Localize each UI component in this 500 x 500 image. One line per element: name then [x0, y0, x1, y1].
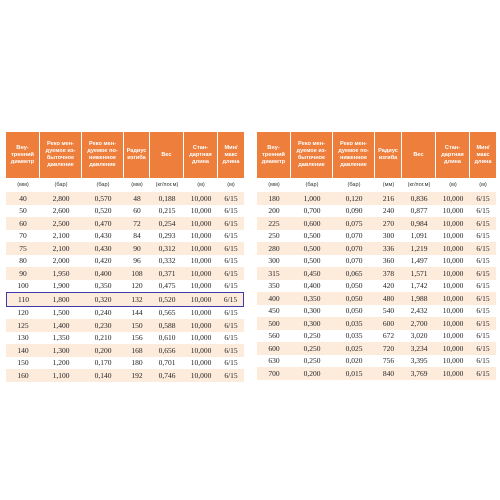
table-cell: 0,300: [291, 305, 333, 318]
table-row: [6, 255, 244, 268]
table-cell: 10,000: [184, 217, 218, 230]
table-cell: 0,500: [291, 242, 333, 255]
unit-cell: (бар): [291, 178, 333, 192]
unit-cell: (бар): [40, 178, 82, 192]
table-cell: 300: [257, 255, 291, 268]
table-cell: 1,300: [40, 344, 82, 357]
column-header: Реко мен-дуемое из-быточное давление: [291, 132, 333, 178]
table-cell: 108: [124, 267, 150, 280]
table-cell: 1,497: [402, 255, 436, 268]
table-cell: 3,395: [402, 355, 436, 368]
table-cell: 400: [257, 292, 291, 305]
table-cell: 0,065: [333, 267, 375, 280]
table-cell: 1,800: [40, 292, 82, 307]
table-cell: 10,000: [184, 230, 218, 243]
table-cell: 0,170: [82, 357, 124, 370]
table-cell: 6/15: [470, 230, 496, 243]
table-cell: 0,332: [150, 255, 184, 268]
table-cell: 480: [375, 292, 402, 305]
table-cell: 10,000: [436, 342, 470, 355]
table-cell: 756: [375, 355, 402, 368]
table-row: [257, 192, 496, 205]
table-cell: 40: [6, 192, 40, 205]
table-cell: 2,700: [402, 317, 436, 330]
table-cell: 0,035: [333, 317, 375, 330]
table-cell: 0,200: [82, 344, 124, 357]
table-cell: 100: [6, 280, 40, 293]
table-cell: 0,475: [150, 280, 184, 293]
table-cell: 0,293: [150, 230, 184, 243]
table-cell: 240: [375, 205, 402, 218]
table-row: [257, 255, 496, 268]
table-cell: 560: [257, 330, 291, 343]
table-cell: 0,025: [333, 342, 375, 355]
table-cell: 6/15: [218, 255, 244, 268]
table-row: [257, 305, 496, 318]
table-cell: 1,571: [402, 267, 436, 280]
table-cell: 192: [124, 369, 150, 382]
table-cell: 0,020: [333, 355, 375, 368]
table-cell: 0,035: [333, 330, 375, 343]
units-row: [6, 178, 244, 192]
table-cell: 0,836: [402, 192, 436, 205]
table-cell: 75: [6, 242, 40, 255]
table-cell: 10,000: [184, 242, 218, 255]
table-cell: 450: [257, 305, 291, 318]
table-cell: 0,050: [333, 292, 375, 305]
table-cell: 130: [6, 332, 40, 345]
column-header: Радиус изгиба: [375, 132, 402, 178]
table-row: [6, 192, 244, 205]
table-cell: 6/15: [218, 369, 244, 382]
table-cell: 180: [257, 192, 291, 205]
table-cell: 1,988: [402, 292, 436, 305]
table-cell: 500: [257, 317, 291, 330]
table-cell: 600: [375, 317, 402, 330]
table-cell: 0,600: [291, 217, 333, 230]
table-cell: 6/15: [218, 344, 244, 357]
table-row: [257, 230, 496, 243]
table-cell: 0,700: [291, 205, 333, 218]
table-cell: 10,000: [436, 192, 470, 205]
table-row: [6, 357, 244, 370]
table-cell: 216: [375, 192, 402, 205]
table-row: [6, 205, 244, 218]
table-cell: 1,900: [40, 280, 82, 293]
table-cell: 6/15: [218, 205, 244, 218]
table-cell: 0,610: [150, 332, 184, 345]
table-cell: 10,000: [436, 280, 470, 293]
table-cell: 6/15: [218, 332, 244, 345]
table-cell: 0,430: [82, 230, 124, 243]
table-cell: 225: [257, 217, 291, 230]
column-header: Мин/ макс длина: [470, 132, 496, 178]
column-header: Вну-тренний диаметр: [257, 132, 291, 178]
table-cell: 6/15: [218, 217, 244, 230]
table-cell: 0,500: [291, 255, 333, 268]
unit-cell: (мм): [124, 178, 150, 192]
table-cell: 10,000: [184, 332, 218, 345]
table-row: [257, 342, 496, 355]
column-header: Реко мен-дуемое по-ниженное давление: [82, 132, 124, 178]
table-row: [6, 369, 244, 382]
table-cell: 0,320: [82, 292, 124, 307]
table-cell: 70: [6, 230, 40, 243]
table-cell: 6/15: [470, 205, 496, 218]
units-row: [257, 178, 496, 192]
column-header: Реко мен-дуемое по-ниженное давление: [333, 132, 375, 178]
table-cell: 700: [257, 367, 291, 380]
table-row: [257, 317, 496, 330]
table-cell: 6/15: [218, 267, 244, 280]
unit-cell: (кг/пог.м): [150, 178, 184, 192]
table-cell: 0,300: [291, 317, 333, 330]
table-cell: 6/15: [470, 305, 496, 318]
table-cell: 10,000: [436, 217, 470, 230]
table-cell: 6/15: [218, 242, 244, 255]
table-cell: 0,877: [402, 205, 436, 218]
table-cell: 0,984: [402, 217, 436, 230]
table-cell: 10,000: [184, 280, 218, 293]
table-row: [6, 319, 244, 332]
table-row: [6, 267, 244, 280]
unit-cell: (м): [184, 178, 218, 192]
table-cell: 0,015: [333, 367, 375, 380]
table-cell: 0,746: [150, 369, 184, 382]
table-cell: 10,000: [436, 205, 470, 218]
table-row: [257, 292, 496, 305]
table-cell: 6/15: [470, 192, 496, 205]
table-cell: 10,000: [436, 267, 470, 280]
table-cell: 10,000: [436, 230, 470, 243]
table-row: [6, 344, 244, 357]
table-cell: 10,000: [436, 242, 470, 255]
table-cell: 10,000: [436, 355, 470, 368]
table-cell: 200: [257, 205, 291, 218]
table-cell: 0,254: [150, 217, 184, 230]
table-cell: 6/15: [470, 355, 496, 368]
table-cell: 720: [375, 342, 402, 355]
table-cell: 2,000: [40, 255, 82, 268]
table-cell: 336: [375, 242, 402, 255]
table-row: [257, 280, 496, 293]
table-cell: 600: [257, 342, 291, 355]
table-cell: 90: [6, 267, 40, 280]
table-cell: 0,520: [150, 292, 184, 307]
table-cell: 630: [257, 355, 291, 368]
table-cell: 10,000: [184, 205, 218, 218]
table-row: [257, 355, 496, 368]
table-cell: 250: [257, 230, 291, 243]
table-cell: 3,769: [402, 367, 436, 380]
table-cell: 6/15: [470, 242, 496, 255]
table-row: [6, 280, 244, 293]
table-cell: 10,000: [184, 357, 218, 370]
table-cell: 2,432: [402, 305, 436, 318]
table-cell: 3,020: [402, 330, 436, 343]
table-cell: 1,350: [40, 332, 82, 345]
unit-cell: (м): [436, 178, 470, 192]
table-cell: 6/15: [218, 319, 244, 332]
unit-cell: (м): [218, 178, 244, 192]
unit-cell: (бар): [333, 178, 375, 192]
unit-cell: (м): [470, 178, 496, 192]
table-cell: 0,090: [333, 205, 375, 218]
table-cell: 10,000: [184, 307, 218, 320]
table-row: [257, 367, 496, 380]
unit-cell: (мм): [375, 178, 402, 192]
table-cell: 2,800: [40, 192, 82, 205]
table-cell: 1,200: [40, 357, 82, 370]
table-cell: 0,450: [291, 267, 333, 280]
table-cell: 420: [375, 280, 402, 293]
table-cell: 2,500: [40, 217, 82, 230]
table-cell: 0,570: [82, 192, 124, 205]
table-cell: 0,120: [333, 192, 375, 205]
table-cell: 1,091: [402, 230, 436, 243]
table-cell: 120: [124, 280, 150, 293]
table-cell: 0,470: [82, 217, 124, 230]
table-cell: 0,420: [82, 255, 124, 268]
table-cell: 0,565: [150, 307, 184, 320]
table-cell: 270: [375, 217, 402, 230]
column-header: Стан-дартная длина: [184, 132, 218, 178]
table-cell: 0,430: [82, 242, 124, 255]
table-cell: 1,219: [402, 242, 436, 255]
table-row: [257, 205, 496, 218]
table-cell: 6/15: [470, 292, 496, 305]
unit-cell: (бар): [82, 178, 124, 192]
table-cell: 10,000: [436, 330, 470, 343]
table-cell: 0,070: [333, 230, 375, 243]
table-cell: 10,000: [436, 292, 470, 305]
table-cell: 0,070: [333, 242, 375, 255]
table-cell: 6/15: [470, 255, 496, 268]
table-cell: 0,500: [291, 230, 333, 243]
table-cell: 0,520: [82, 205, 124, 218]
column-header: Мин/ макс длина: [218, 132, 244, 178]
table-header-row: [6, 132, 244, 178]
table-cell: 0,230: [82, 319, 124, 332]
table-cell: 1,500: [40, 307, 82, 320]
table-cell: 150: [124, 319, 150, 332]
table-header-row: [257, 132, 496, 178]
table-cell: 3,234: [402, 342, 436, 355]
table-cell: 132: [124, 292, 150, 307]
table-cell: 48: [124, 192, 150, 205]
table-cell: 0,588: [150, 319, 184, 332]
table-cell: 0,350: [291, 292, 333, 305]
table-cell: 156: [124, 332, 150, 345]
table-cell: 10,000: [184, 292, 218, 307]
unit-cell: (кг/пог.м): [402, 178, 436, 192]
hose-spec-table-right: [257, 132, 496, 380]
table-cell: 125: [6, 319, 40, 332]
table-cell: 0,350: [82, 280, 124, 293]
table-cell: 6/15: [470, 367, 496, 380]
table-cell: 378: [375, 267, 402, 280]
table-cell: 50: [6, 205, 40, 218]
table-row: [257, 330, 496, 343]
table-cell: 280: [257, 242, 291, 255]
table-cell: 0,240: [82, 307, 124, 320]
table-cell: 80: [6, 255, 40, 268]
table-cell: 110: [6, 292, 40, 307]
column-header: Радиус изгиба: [124, 132, 150, 178]
table-cell: 6/15: [470, 267, 496, 280]
table-cell: 0,400: [82, 267, 124, 280]
table-cell: 10,000: [436, 317, 470, 330]
table-cell: 160: [6, 369, 40, 382]
table-cell: 0,371: [150, 267, 184, 280]
table-cell: 0,656: [150, 344, 184, 357]
column-header: Реко мен-дуемое из-быточное давление: [40, 132, 82, 178]
table-cell: 10,000: [184, 344, 218, 357]
table-cell: 1,950: [40, 267, 82, 280]
table-cell: 6/15: [218, 192, 244, 205]
table-cell: 6/15: [218, 292, 244, 307]
table-cell: 0,400: [291, 280, 333, 293]
table-row: [257, 217, 496, 230]
table-cell: 0,050: [333, 280, 375, 293]
table-cell: 0,070: [333, 255, 375, 268]
column-header: Вну-тренний диаметр: [6, 132, 40, 178]
table-cell: 0,140: [82, 369, 124, 382]
table-row: [257, 242, 496, 255]
table-cell: 120: [6, 307, 40, 320]
table-cell: 840: [375, 367, 402, 380]
table-cell: 350: [257, 280, 291, 293]
table-cell: 540: [375, 305, 402, 318]
table-cell: 0,250: [291, 330, 333, 343]
table-cell: 1,400: [40, 319, 82, 332]
table-cell: 6/15: [218, 280, 244, 293]
table-cell: 144: [124, 307, 150, 320]
table-cell: 96: [124, 255, 150, 268]
table-cell: 140: [6, 344, 40, 357]
table-cell: 0,215: [150, 205, 184, 218]
table-cell: 1,000: [291, 192, 333, 205]
table-cell: 0,075: [333, 217, 375, 230]
table-cell: 0,312: [150, 242, 184, 255]
table-row: [6, 242, 244, 255]
column-header: Стан-дартная длина: [436, 132, 470, 178]
unit-cell: (мм): [6, 178, 40, 192]
table-cell: 10,000: [184, 319, 218, 332]
table-cell: 168: [124, 344, 150, 357]
table-cell: 60: [6, 217, 40, 230]
table-cell: 60: [124, 205, 150, 218]
table-cell: 10,000: [184, 255, 218, 268]
table-cell: 6/15: [470, 317, 496, 330]
table-row: [6, 230, 244, 243]
table-cell: 6/15: [218, 230, 244, 243]
table-cell: 300: [375, 230, 402, 243]
table-cell: 6/15: [218, 357, 244, 370]
table-cell: 84: [124, 230, 150, 243]
table-cell: 360: [375, 255, 402, 268]
table-cell: 0,250: [291, 342, 333, 355]
table-cell: 0,050: [333, 305, 375, 318]
table-cell: 150: [6, 357, 40, 370]
column-header: Вес: [402, 132, 436, 178]
table-row: [6, 332, 244, 345]
table-cell: 1,100: [40, 369, 82, 382]
table-cell: 72: [124, 217, 150, 230]
table-cell: 672: [375, 330, 402, 343]
table-cell: 90: [124, 242, 150, 255]
table-row: [6, 217, 244, 230]
table-cell: 2,100: [40, 230, 82, 243]
table-cell: 10,000: [436, 305, 470, 318]
table-cell: 6/15: [470, 342, 496, 355]
table-cell: 0,250: [291, 355, 333, 368]
table-cell: 6/15: [470, 217, 496, 230]
table-row: [257, 267, 496, 280]
table-cell: 180: [124, 357, 150, 370]
table-cell: 2,100: [40, 242, 82, 255]
table-cell: 0,188: [150, 192, 184, 205]
table-cell: 0,210: [82, 332, 124, 345]
table-cell: 1,742: [402, 280, 436, 293]
table-cell: 315: [257, 267, 291, 280]
table-cell: 6/15: [470, 280, 496, 293]
table-cell: 10,000: [436, 255, 470, 268]
table-cell: 10,000: [436, 367, 470, 380]
table-cell: 6/15: [218, 307, 244, 320]
table-cell: 2,600: [40, 205, 82, 218]
table-row: [6, 292, 244, 307]
table-cell: 10,000: [184, 369, 218, 382]
table-row: [6, 307, 244, 320]
column-header: Вес: [150, 132, 184, 178]
table-cell: 10,000: [184, 192, 218, 205]
table-cell: 6/15: [470, 330, 496, 343]
table-cell: 10,000: [184, 267, 218, 280]
unit-cell: (мм): [257, 178, 291, 192]
table-cell: 0,701: [150, 357, 184, 370]
table-cell: 0,200: [291, 367, 333, 380]
hose-spec-table-left: [6, 132, 244, 382]
